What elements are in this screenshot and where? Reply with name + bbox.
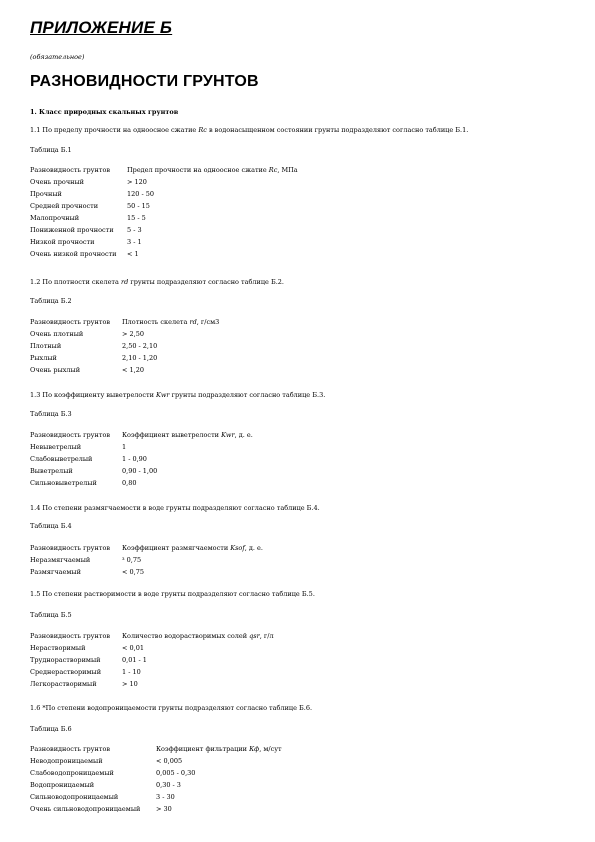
header-cell: Предел прочности на одноосное сжатие Rc, МПа: [127, 166, 298, 174]
table-row: [30, 176, 298, 188]
cell: Сильноводопроницаемый: [30, 793, 119, 801]
table-row: [30, 364, 219, 376]
cell: > 2,50: [122, 330, 144, 338]
cell: 0,005 - 0,30: [156, 769, 196, 777]
table-row: [30, 352, 219, 364]
cell: 50 - 15: [127, 202, 150, 210]
appendix-title: ПРИЛОЖЕНИЕ Б: [30, 18, 173, 37]
section-1-heading: 1. Класс природных скальных грунтов: [30, 108, 179, 116]
table-row: [30, 200, 298, 212]
table-row: [30, 340, 219, 352]
header-cell: Коэффициент фильтрации Кф, м/сут: [156, 745, 282, 753]
cell: > 30: [156, 805, 172, 813]
cell: Среднерастворимый: [30, 668, 102, 676]
header-cell: Разновидность грунтов: [30, 166, 111, 174]
table-row: [30, 642, 274, 654]
table-header-row: [30, 429, 253, 441]
cell: Неразмягчаемый: [30, 556, 91, 564]
cell: Очень плотный: [30, 330, 84, 338]
table-b3: [30, 429, 253, 489]
cell: 1: [122, 443, 127, 451]
cell: Легкорастворимый: [30, 680, 97, 688]
paragraph-1-5: 1.5 По степени растворимости в воде грунты подразделяют согласно таблице Б.5.: [30, 590, 315, 598]
cell: 3 - 1: [127, 238, 142, 246]
header-cell: Разновидность грунтов: [30, 745, 111, 753]
table-row: [30, 654, 274, 666]
cell: < 0,01: [122, 644, 144, 652]
cell: Размягчаемый: [30, 568, 81, 576]
table-row: [30, 236, 298, 248]
table-header-row: [30, 542, 263, 554]
header-cell: Разновидность грунтов: [30, 431, 111, 439]
table-row: [30, 791, 282, 803]
cell: Малопрочный: [30, 214, 80, 222]
table-row: [30, 188, 298, 200]
table-row: [30, 566, 263, 578]
table-row: [30, 779, 282, 791]
cell: 1 - 0,90: [122, 455, 147, 463]
cell: Слабовыветрелый: [30, 455, 93, 463]
main-title: РАЗНОВИДНОСТИ ГРУНТОВ: [30, 73, 259, 90]
cell: 0,30 - 3: [156, 781, 181, 789]
table-b6: [30, 743, 282, 815]
table-row: [30, 465, 253, 477]
table-row: [30, 453, 253, 465]
cell: Нерастворимый: [30, 644, 86, 652]
header-cell: Коэффициент выветрелости Kwr, д. е.: [122, 431, 253, 439]
cell: Очень сильноводопроницаемый: [30, 805, 141, 813]
cell: Плотный: [30, 342, 62, 350]
cell: < 1,20: [122, 366, 144, 374]
table-row: [30, 767, 282, 779]
cell: Рыхлый: [30, 354, 57, 362]
cell: < 0,005: [156, 757, 183, 765]
cell: 0,80: [122, 479, 137, 487]
appendix-note: (обязательное): [30, 53, 85, 61]
cell: 1 - 10: [122, 668, 141, 676]
cell: Очень низкой прочности: [30, 250, 117, 258]
table-b2: [30, 316, 219, 376]
cell: < 0,75: [122, 568, 144, 576]
cell: Пониженной прочности: [30, 226, 114, 234]
cell: Выветрелый: [30, 467, 73, 475]
table-row: [30, 666, 274, 678]
table-b4-caption: Таблица Б.4: [30, 522, 72, 530]
header-cell: Плотность скелета rd, г/см3: [122, 318, 220, 326]
header-cell: Разновидность грунтов: [30, 632, 111, 640]
cell: 2,10 - 1,20: [122, 354, 158, 362]
paragraph-1-2: 1.2 По плотности скелета rd грунты подразделяют согласно таблице Б.2.: [30, 278, 285, 286]
table-header-row: [30, 743, 282, 755]
table-b5-caption: Таблица Б.5: [30, 611, 72, 619]
cell: Средней прочности: [30, 202, 99, 210]
cell: ³ 0,75: [122, 556, 142, 564]
cell: 0,90 - 1,00: [122, 467, 158, 475]
cell: Водопроницаемый: [30, 781, 95, 789]
header-cell: Коэффициент размягчаемости Ksof, д. е.: [122, 544, 263, 552]
cell: > 10: [122, 680, 138, 688]
table-b3-caption: Таблица Б.3: [30, 410, 72, 418]
paragraph-1-1: 1.1 По пределу прочности на одноосное сжатие Rc в водонасыщенном состоянии грунты подразделяют согласно таблице Б.1.: [30, 126, 469, 134]
table-row: [30, 224, 298, 236]
cell: 0,01 - 1: [122, 656, 147, 664]
header-cell: Разновидность грунтов: [30, 318, 111, 326]
table-row: [30, 678, 274, 690]
table-row: [30, 441, 253, 453]
cell: Сильновыветрелый: [30, 479, 97, 487]
table-b4: [30, 542, 263, 578]
cell: Очень рыхлый: [30, 366, 81, 374]
cell: 15 - 5: [127, 214, 146, 222]
cell: 5 - 3: [127, 226, 142, 234]
table-row: [30, 755, 282, 767]
table-row: [30, 248, 298, 260]
cell: Слабоводопроницаемый: [30, 769, 114, 777]
cell: Неводопроницаемый: [30, 757, 103, 765]
cell: Прочный: [30, 190, 62, 198]
cell: < 1: [127, 250, 139, 258]
table-row: [30, 328, 219, 340]
paragraph-1-6: 1.6 *По степени водопроницаемости грунты подразделяют согласно таблице Б.6.: [30, 704, 313, 712]
table-b2-caption: Таблица Б.2: [30, 297, 72, 305]
cell: 3 - 30: [156, 793, 175, 801]
paragraph-1-3: 1.3 По коэффициенту выветрелости Kwr грунты подразделяют согласно таблице Б.3.: [30, 391, 326, 399]
cell: Низкой прочности: [30, 238, 95, 246]
header-cell: Количество водорастворимых солей qsr, г/л: [122, 632, 274, 640]
table-header-row: [30, 630, 274, 642]
cell: Очень прочный: [30, 178, 84, 186]
table-b1: [30, 164, 298, 260]
table-header-row: [30, 316, 219, 328]
header-cell: Разновидность грунтов: [30, 544, 111, 552]
cell: > 120: [127, 178, 147, 186]
table-b5: [30, 630, 274, 690]
table-row: [30, 554, 263, 566]
table-row: [30, 803, 282, 815]
table-header-row: [30, 164, 298, 176]
table-b1-caption: Таблица Б.1: [30, 146, 72, 154]
table-b6-caption: Таблица Б.6: [30, 725, 72, 733]
paragraph-1-4: 1.4 По степени размягчаемости в воде грунты подразделяют согласно таблице Б.4.: [30, 504, 320, 512]
table-row: [30, 212, 298, 224]
cell: Труднорастворимый: [30, 656, 101, 664]
cell: Невыветрелый: [30, 443, 82, 451]
cell: 2,50 - 2,10: [122, 342, 158, 350]
table-row: [30, 477, 253, 489]
cell: 120 - 50: [127, 190, 155, 198]
